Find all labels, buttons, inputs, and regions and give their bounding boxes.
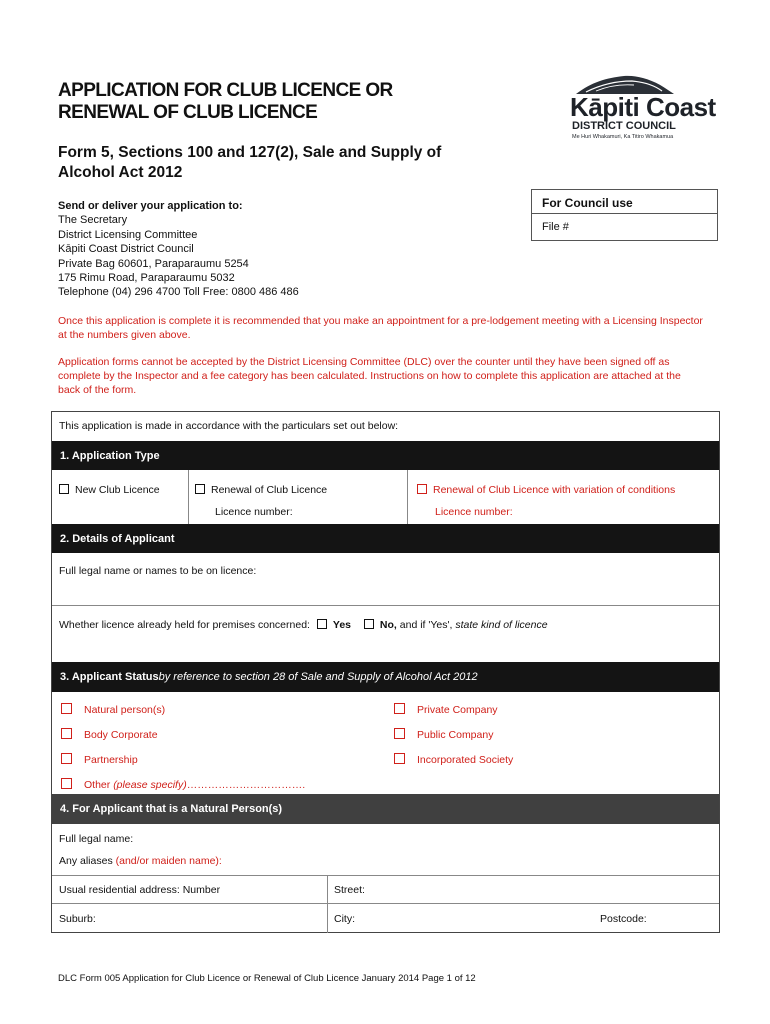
send-address-block xyxy=(58,199,299,300)
city-field[interactable]: City: xyxy=(334,913,355,925)
renewal-variation-option[interactable] xyxy=(417,484,675,496)
variation-licence-number[interactable]: Licence number: xyxy=(435,506,513,518)
question-label: Whether licence already held for premises concerned: xyxy=(59,619,310,631)
no-label: No, xyxy=(379,619,397,631)
form-intro: This application is made in accordance with the particulars set out below: xyxy=(59,420,399,432)
checkbox-icon[interactable] xyxy=(195,484,205,494)
divider xyxy=(52,875,719,876)
option-label: Other xyxy=(84,779,114,791)
yes-label: Yes xyxy=(332,619,351,631)
option-label: Natural person(s) xyxy=(84,704,166,716)
section-1-header xyxy=(52,441,719,470)
other-dots: ……………………………. xyxy=(186,779,306,791)
checkbox-icon[interactable] xyxy=(61,703,72,714)
divider xyxy=(532,213,717,214)
postcode-field[interactable]: Postcode: xyxy=(600,913,647,925)
status-incorporated-society[interactable] xyxy=(394,753,513,766)
address-line: The Secretary xyxy=(58,214,128,227)
full-legal-name-field[interactable]: Full legal name or names to be on licence: xyxy=(59,565,257,577)
status-public-company[interactable] xyxy=(394,728,493,741)
checkbox-icon[interactable] xyxy=(417,484,427,494)
title-line-1: APPLICATION FOR CLUB LICENCE OR xyxy=(58,80,393,101)
logo-council: DISTRICT COUNCIL xyxy=(572,120,676,132)
checkbox-icon[interactable] xyxy=(59,484,69,494)
yes-checkbox[interactable] xyxy=(317,619,327,629)
option-label: Partnership xyxy=(84,754,138,766)
checkbox-icon[interactable] xyxy=(61,778,72,789)
page-footer: DLC Form 005 Application for Club Licence or Renewal of Club Licence January 2014 Page 1 of 12 xyxy=(58,973,476,984)
option-label: Private Company xyxy=(417,704,498,716)
prelodgement-notice xyxy=(58,314,718,342)
checkbox-icon[interactable] xyxy=(394,703,405,714)
subtitle-line-2: Alcohol Act 2012 xyxy=(58,164,183,181)
section-2-header xyxy=(52,524,719,553)
file-number-field[interactable]: File # xyxy=(542,221,569,233)
and-if-text: and if 'Yes', xyxy=(396,619,456,631)
divider xyxy=(407,470,408,524)
checkbox-icon[interactable] xyxy=(61,753,72,764)
address-line: Kāpiti Coast District Council xyxy=(58,243,194,256)
send-heading: Send or deliver your application to: xyxy=(58,200,243,212)
address-line: Telephone (04) 296 4700 Toll Free: 0800 486 486 xyxy=(58,286,299,299)
address-line: District Licensing Committee xyxy=(58,228,198,241)
notice-line: Application forms cannot be accepted by the District Licensing Committee (DLC) over the counter until they have been signed off as xyxy=(58,356,670,368)
address-line: 175 Rimu Road, Paraparaumu 5032 xyxy=(58,272,235,285)
status-body-corporate[interactable] xyxy=(61,728,158,741)
logo-name: Kāpiti Coast xyxy=(570,92,716,122)
logo-tagline: Me Huri Whakamuri, Ka Titiro Whakamua xyxy=(572,134,674,140)
residential-number-field[interactable]: Usual residential address: Number xyxy=(59,884,221,896)
section-3-note: by reference to section 28 of Sale and Supply of Alcohol Act 2012 xyxy=(158,671,478,683)
no-checkbox[interactable] xyxy=(364,619,374,629)
notice-line: at the numbers given above. xyxy=(58,329,191,341)
street-field[interactable]: Street: xyxy=(334,884,365,896)
checkbox-icon[interactable] xyxy=(394,753,405,764)
option-label: New Club Licence xyxy=(75,484,160,496)
option-label: Renewal of Club Licence with variation of conditions xyxy=(433,484,676,496)
licence-held-question xyxy=(59,619,548,631)
option-label: Incorporated Society xyxy=(417,754,514,766)
divider xyxy=(327,875,328,933)
status-natural-person[interactable] xyxy=(61,703,165,716)
divider xyxy=(52,903,719,904)
acceptance-notice xyxy=(58,355,718,397)
status-partnership[interactable] xyxy=(61,753,138,766)
other-note: (please specify) xyxy=(113,779,187,791)
notice-line: complete by the Inspector and a fee category has been calculated. Instructions on how to complete this application are attached at the xyxy=(58,370,681,382)
status-private-company[interactable] xyxy=(394,703,498,716)
subtitle-line-1: Form 5, Sections 100 and 127(2), Sale and Supply of xyxy=(58,144,442,161)
application-form xyxy=(51,411,720,933)
council-logo xyxy=(562,72,716,144)
title-line-2: RENEWAL OF CLUB LICENCE xyxy=(58,102,318,123)
aliases-note: (and/or maiden name): xyxy=(115,855,222,867)
state-kind-text: state kind of licence xyxy=(455,619,548,631)
checkbox-icon[interactable] xyxy=(61,728,72,739)
renewal-option[interactable] xyxy=(195,484,327,496)
address-line: Private Bag 60601, Paraparaumu 5254 xyxy=(58,257,249,270)
section-4-header xyxy=(52,794,719,824)
page-title xyxy=(58,80,498,124)
divider xyxy=(52,605,719,606)
council-use-box xyxy=(531,189,718,241)
notice-line: back of the form. xyxy=(58,384,137,396)
section-3-title: 3. Applicant Status xyxy=(60,671,159,683)
option-label: Public Company xyxy=(417,729,494,741)
renewal-licence-number[interactable]: Licence number: xyxy=(215,506,293,518)
natural-full-name-field[interactable]: Full legal name: xyxy=(59,833,134,845)
option-label: Body Corporate xyxy=(84,729,158,741)
aliases-label: Any aliases xyxy=(59,855,116,867)
section-1-title: 1. Application Type xyxy=(60,449,160,462)
form-subtitle xyxy=(58,143,528,183)
option-label: Renewal of Club Licence xyxy=(211,484,328,496)
notice-line: Once this application is complete it is recommended that you make an appointment for a pre-lodgement meeting with a Licensing Inspector xyxy=(58,315,703,327)
checkbox-icon[interactable] xyxy=(394,728,405,739)
council-use-heading: For Council use xyxy=(542,196,633,210)
section-3-header xyxy=(52,662,719,692)
section-2-title: 2. Details of Applicant xyxy=(60,532,175,545)
aliases-field[interactable] xyxy=(59,855,222,867)
new-club-licence-option[interactable] xyxy=(59,484,160,496)
suburb-field[interactable]: Suburb: xyxy=(59,913,96,925)
status-other[interactable] xyxy=(61,778,305,791)
section-4-title: 4. For Applicant that is a Natural Person(s) xyxy=(60,803,283,815)
divider xyxy=(188,470,189,524)
